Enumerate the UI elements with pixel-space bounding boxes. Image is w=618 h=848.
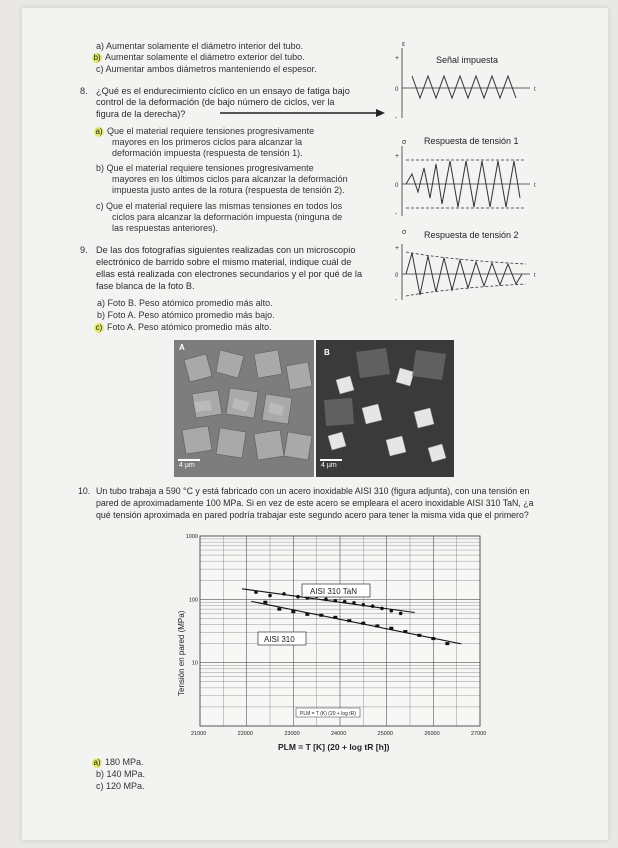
data-point-310tan bbox=[399, 612, 403, 616]
q10-question-line3: qué tensión aproximada en pared podría trabajar este segundo acero para tener la misma vida que el primero? bbox=[96, 510, 529, 520]
y-tick-label: 10 bbox=[191, 660, 198, 667]
signal2-plus: + bbox=[395, 153, 400, 160]
signal3-ylabel: σ bbox=[402, 229, 407, 236]
data-point-310 bbox=[263, 601, 267, 604]
chart-xlabel: PLM = T [K] (20 + log tR [h]) bbox=[278, 742, 390, 752]
q9-question-line2: electrónico de barrido sobre el mismo material, indique cuál de bbox=[96, 257, 352, 267]
q8-option-a: a) Que el material requiere tensiones progresivamente bbox=[95, 126, 315, 136]
chart-annotation: PLM = T (K) (20 + log tR) bbox=[300, 711, 356, 717]
q8-number: 8. bbox=[80, 86, 88, 96]
selected-marker: b) bbox=[93, 53, 101, 62]
data-point-310 bbox=[277, 608, 281, 611]
label-aisi310-box bbox=[258, 632, 306, 645]
x-tick-label: 26000 bbox=[424, 731, 440, 737]
x-tick-label: 23000 bbox=[284, 731, 300, 737]
x-tick-label: 27000 bbox=[471, 731, 487, 737]
q9-number: 9. bbox=[80, 245, 88, 255]
photo-b-scalebar: 4 µm bbox=[321, 462, 337, 469]
label-aisi310tan-box bbox=[302, 584, 370, 597]
x-tick-label: 24000 bbox=[331, 731, 347, 737]
q8-option-a-line3: deformación impuesta (respuesta de tensión 1). bbox=[112, 148, 303, 158]
plm-chart bbox=[170, 528, 490, 756]
q7-option-c: c) Aumentar ambos diámetros manteniendo el espesor. bbox=[96, 64, 317, 74]
q9-question-line3: ellas está realizada con electrones secundarios y el por qué de la bbox=[96, 269, 363, 279]
q8-question-line2: control de la deformación (de bajo número de ciclos, ver la bbox=[96, 97, 335, 107]
signal2-zero: 0 bbox=[395, 183, 399, 189]
chart-ylabel: Tensión en pared (MPa) bbox=[177, 610, 186, 696]
q7-option-a: a) Aumentar solamente el diámetro interior del tubo. bbox=[96, 41, 304, 51]
signal3-zero: 0 bbox=[395, 273, 399, 279]
signal1-minus: - bbox=[395, 115, 398, 122]
signal1-title: Señal impuesta bbox=[436, 55, 499, 65]
q10-question-line2: pared de aproximadamente 100 MPa. Si en vez de este acero se empleara el acero inoxidable AISI 310 TaN, ¿a bbox=[96, 498, 534, 508]
series-label-310tan: AISI 310 TaN bbox=[310, 587, 357, 596]
signal2-ylabel: σ bbox=[402, 139, 407, 146]
signal1-t: t bbox=[534, 87, 536, 93]
q8-option-c: c) Que el material requiere las mismas tensiones en todos los bbox=[96, 201, 343, 211]
photo-a-label: A bbox=[179, 343, 185, 352]
q10-number: 10. bbox=[78, 486, 91, 496]
q8-question-line1: ¿Qué es el endurecimiento cíclico en un ensayo de fatiga bajo bbox=[96, 86, 350, 96]
x-tick-label: 25000 bbox=[377, 731, 393, 737]
x-tick-label: 22000 bbox=[237, 731, 253, 737]
q9-question-line1: De las dos fotografías siguientes realizadas con un microscopio bbox=[96, 245, 356, 255]
signal1-plus: + bbox=[395, 55, 400, 62]
q9-option-a: a) Foto B. Peso atómico promedio más alto. bbox=[97, 298, 273, 308]
data-point-310 bbox=[445, 642, 449, 645]
q10-option-c: c) 120 MPa. bbox=[96, 781, 145, 791]
q9-option-c: c) Foto A. Peso atómico promedio más alto. bbox=[95, 322, 272, 332]
signal1-zero: 0 bbox=[395, 87, 399, 93]
q9-option-b: b) Foto A. Peso atómico promedio más bajo. bbox=[97, 310, 275, 320]
signal3-title: Respuesta de tensión 2 bbox=[424, 230, 519, 240]
selected-marker: a) bbox=[95, 127, 103, 136]
signal2-t: t bbox=[534, 183, 536, 189]
q7-option-b: b) Aumentar solamente el diámetro exterior del tubo. bbox=[93, 52, 305, 62]
signal2-minus: - bbox=[395, 211, 398, 218]
q8-option-b-line3: impuesta justo antes de la rotura (respuesta de tensión 2). bbox=[112, 185, 345, 195]
arrow-right-icon bbox=[220, 108, 385, 118]
sem-photo-a bbox=[174, 340, 314, 477]
data-point-310tan bbox=[268, 594, 272, 598]
photo-b-label: B bbox=[324, 348, 330, 357]
selected-marker: c) bbox=[95, 323, 103, 332]
q10-option-a: a) 180 MPa. bbox=[93, 757, 144, 767]
q10-option-b: b) 140 MPa. bbox=[96, 769, 146, 779]
selected-marker: a) bbox=[93, 758, 101, 767]
x-tick-label: 21000 bbox=[191, 731, 207, 737]
signal1-ylabel: ε bbox=[402, 41, 406, 48]
signal3-plus: + bbox=[395, 245, 400, 252]
q8-option-c-line3: las respuestas anteriores). bbox=[112, 223, 219, 233]
q8-option-a-line2: mayores en los primeros ciclos para alcanzar la bbox=[112, 137, 303, 147]
sem-photo-b bbox=[316, 340, 454, 477]
signal3-minus: - bbox=[395, 297, 398, 304]
q8-option-c-line2: ciclos para alcanzar la deformación impuesta (ninguna de bbox=[112, 212, 343, 222]
q8-option-b: b) Que el material requiere tensiones progresivamente bbox=[96, 163, 314, 173]
photo-a-scalebar: 4 µm bbox=[179, 462, 195, 469]
y-tick-label: 1000 bbox=[185, 534, 198, 540]
fatigue-signals-diagram bbox=[390, 38, 550, 306]
q8-option-b-line2: mayores en los últimos ciclos para alcanzar la deformación bbox=[112, 174, 348, 184]
signal2-title: Respuesta de tensión 1 bbox=[424, 136, 519, 146]
y-tick-label: 100 bbox=[188, 597, 198, 604]
signal3-t: t bbox=[534, 273, 536, 279]
q10-question-line1: Un tubo trabaja a 590 °C y está fabricado con un acero inoxidable AISI 310 (figura adjunta), con una tensión en bbox=[96, 486, 530, 496]
q8-question-line3: figura de la derecha)? bbox=[96, 109, 186, 119]
q9-question-line4: fase blanca de la foto B. bbox=[96, 281, 195, 291]
series-label-310: AISI 310 bbox=[264, 635, 295, 644]
